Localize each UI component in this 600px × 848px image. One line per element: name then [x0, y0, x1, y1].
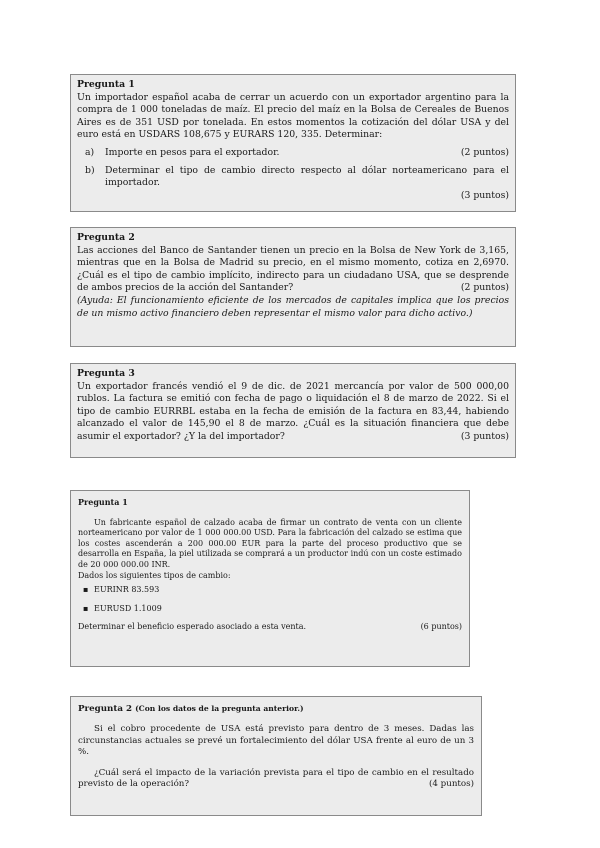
question-title: Pregunta 2 — [78, 704, 133, 714]
rates-intro: Dados los siguientes tipos de cambio: — [78, 570, 231, 580]
question-text-1: Si el cobro procedente de USA está previsto para dentro de 3 meses. Dadas las circunstancias actuales se prevé un fortalecimiento del dólar USA frente al euro de un 3 %. — [78, 724, 474, 758]
question-item-b — [77, 165, 509, 203]
question-title: Pregunta 1 — [78, 497, 128, 507]
question-final: Determinar el beneficio esperado asociado a esta venta. — [78, 622, 307, 632]
question-paragraph — [77, 381, 509, 444]
rates-list — [78, 585, 462, 614]
question-box-3 — [70, 363, 516, 458]
question-text-2: ¿Cuál será el impacto de la variación prevista para el tipo de cambio en el resultado previsto de la operación? — [78, 767, 474, 790]
rate-item: ▪ EURUSD 1.1009 — [94, 604, 462, 615]
item-row — [105, 165, 509, 203]
question-box-1 — [70, 74, 516, 212]
question-points: (4 puntos) — [429, 779, 474, 790]
question-subtitle: (Con los datos de la pregunta anterior.) — [135, 704, 304, 713]
question-paragraph — [77, 245, 509, 295]
question-items — [77, 147, 509, 202]
question-hint: (Ayuda: El funcionamiento eficiente de los mercados de capitales implica que los precios de un mismo activo financiero deben representar el mismo valor para dicho activo.) — [77, 294, 509, 319]
question-points: (2 puntos) — [460, 282, 509, 294]
item-label: b) — [85, 164, 95, 176]
question-title: Pregunta 3 — [77, 368, 135, 379]
item-label: a) — [85, 146, 95, 158]
item-text: Importe en pesos para el exportador. — [105, 146, 280, 158]
item-points: (2 puntos) — [460, 146, 509, 158]
question-box-5 — [70, 696, 482, 816]
question-item-a — [77, 147, 509, 160]
question-paragraph — [78, 768, 474, 791]
question-final-row — [78, 622, 462, 633]
question-text: Un exportador francés vendió el 9 de dic. de 2021 mercancía por valor de 500 000,00 rublos. La factura se emitió con fecha de pago o liquidación el 8 de marzo de 2022. Si el tipo de cambio EURRBL estaba en la fecha de emisión de la factura en 83,44, habiendo alcanzado el valor de 145,90 el 8 de marzo. ¿Cuál es la situación financiera que debe asumir el exportador? ¿Y la del importador? — [77, 380, 509, 442]
question-box-2 — [70, 227, 516, 347]
item-row — [105, 147, 509, 160]
question-title-row — [78, 703, 474, 715]
question-text: Un importador español acaba de cerrar un acuerdo con un exportador argentino para la compra de 1 000 toneladas de maíz. El precio del maíz en la Bolsa de Cereales de Buenos Aires es de 351 USD por tonelada. En estos momentos la cotización del dólar USA y del euro está en USDARS 108,675 y EURARS 120, 335. Determinar: — [77, 91, 509, 141]
question-text: Las acciones del Banco de Santander tienen un precio en la Bolsa de New York de 3,165, mientras que en la Bolsa de Madrid su precio, en el mismo momento, cotiza en 2,6970. ¿Cuál es el tipo de cambio implícito, indirecto para un ciudadano USA, que se desprende de ambos precios de la acción del Santander? — [77, 244, 509, 294]
question-points: (6 puntos) — [420, 622, 462, 632]
question-title: Pregunta 1 — [77, 79, 135, 90]
question-points: (3 puntos) — [460, 430, 509, 442]
item-points: (3 puntos) — [460, 189, 509, 201]
question-title: Pregunta 2 — [77, 232, 135, 243]
question-text: Un fabricante español de calzado acaba de firmar un contrato de venta con un cliente norteamericano por valor de 1 000 000.00 USD. Para la fabricación del calzado se estima que los costes ascenderán a 200 000.00 EUR para la parte del proceso productivo que se desarrolla en España, la piel utilizada se comprará a un productor indú con un coste estimado de 20 000 000.00 INR. — [78, 517, 462, 569]
rate-item: ▪ EURINR 83.593 — [94, 585, 462, 596]
question-box-4 — [70, 490, 470, 667]
item-text: Determinar el tipo de cambio directo respecto al dólar norteamericano para el importador. — [105, 164, 509, 189]
